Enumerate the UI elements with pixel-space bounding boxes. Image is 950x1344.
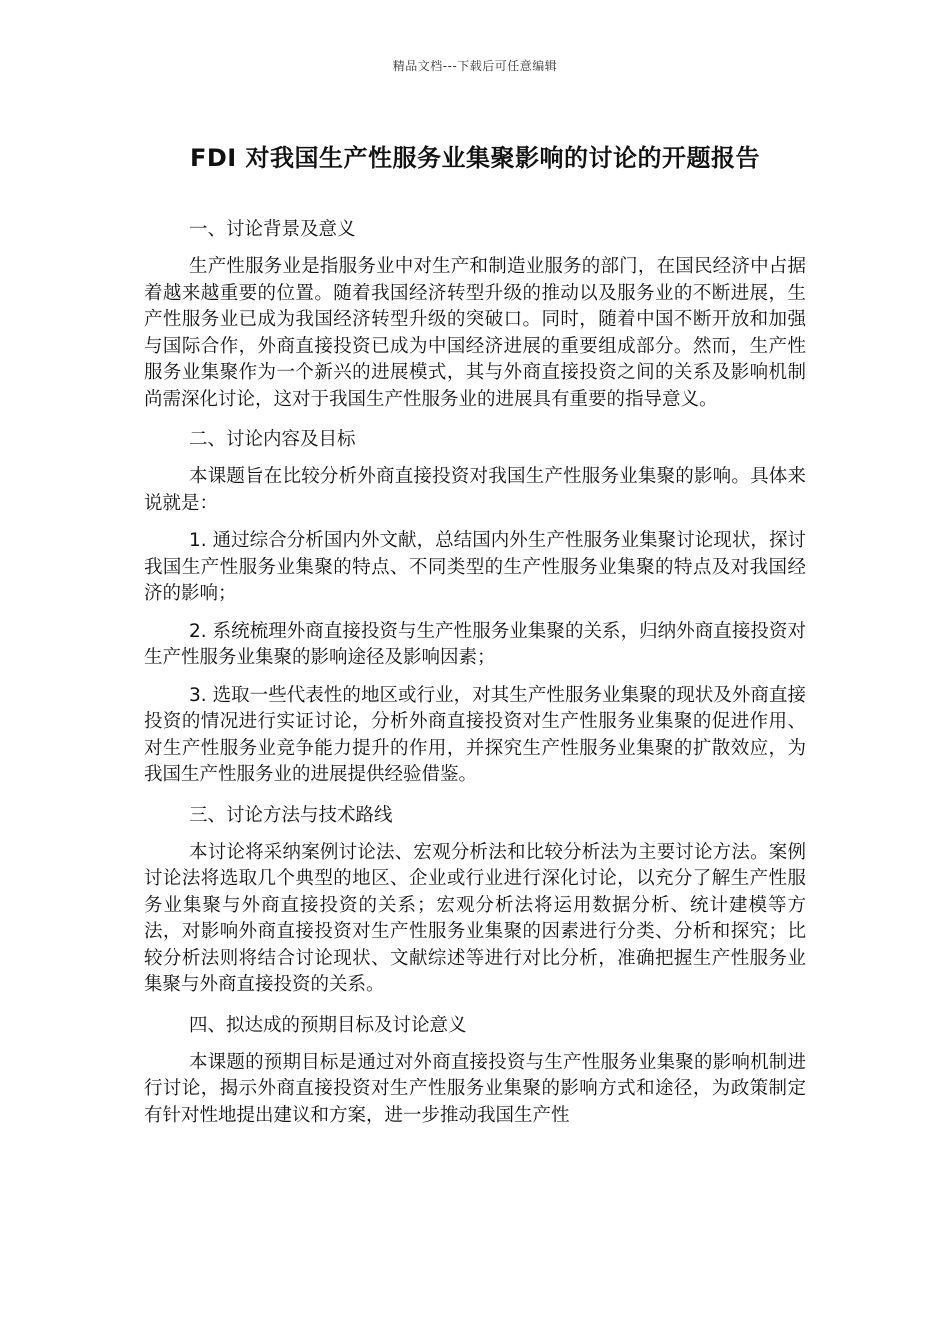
list-item-3: 3. 选取一些代表性的地区或行业，对其生产性服务业集聚的现状及外商直接投资的情况进行实证讨论，分析外商直接投资对生产性服务业集聚的促进作用、对生产性服务业竞争能力提升的作用，并探究生产性服务业集聚的扩散效应，为我国生产性服务业的进展提供经验借鉴。 — [144, 684, 806, 785]
document-title: FDI 对我国生产性服务业集聚影响的讨论的开题报告 — [189, 144, 761, 172]
paragraph-background: 生产性服务业是指服务业中对生产和制造业服务的部门，在国民经济中占据着越来越重要的位置。随着我国经济转型升级的推动以及服务业的不断进展，生产性服务业已成为我国经济转型升级的突破口。同时，随着中国不断开放和加强与国际合作，外商直接投资已成为中国经济进展的重要组成部分。然而，生产性服务业集聚作为一个新兴的进展模式，其与外商直接投资之间的关系及影响机制尚需深化讨论，这对于我国生产性服务业的进展具有重要的指导意义。 — [144, 256, 806, 410]
paragraph-methods: 本讨论将采纳案例讨论法、宏观分析法和比较分析法为主要讨论方法。案例讨论法将选取几个典型的地区、企业或行业进行深化讨论，以充分了解生产性服务业集聚与外商直接投资的关系；宏观分析法将运用数据分析、统计建模等方法，对影响外商直接投资对生产性服务业集聚的因素进行分类、分析和探究；比较分析法则将结合讨论现状、文献综述等进行对比分析，准确把握生产性服务业集聚与外商直接投资的关系。 — [144, 841, 806, 995]
paragraph-content-intro: 本课题旨在比较分析外商直接投资对我国生产性服务业集聚的影响。具体来说就是： — [144, 466, 806, 514]
document-body — [144, 214, 806, 1140]
page-header: 精品文档---下载后可任意编辑 — [392, 59, 558, 73]
section-heading-methods: 三、讨论方法与技术路线 — [189, 804, 393, 826]
paragraph-expected-goals: 本课题的预期目标是通过对外商直接投资与生产性服务业集聚的影响机制进行讨论，揭示外商直接投资对生产性服务业集聚的影响方式和途径，为政策制定有针对性地提出建议和方案，进一步推动我国生产性 — [144, 1051, 806, 1126]
list-item-2: 2. 系统梳理外商直接投资与生产性服务业集聚的关系，归纳外商直接投资对生产性服务业集聚的影响途径及影响因素； — [144, 620, 806, 668]
section-heading-background: 一、讨论背景及意义 — [189, 219, 356, 240]
section-heading-expected-goals: 四、拟达成的预期目标及讨论意义 — [189, 1014, 467, 1036]
section-heading-content-goals: 二、讨论内容及目标 — [189, 429, 356, 450]
list-item-1: 1. 通过综合分析国内外文献，总结国内外生产性服务业集聚讨论现状，探讨我国生产性服务业集聚的特点、不同类型的生产性服务业集聚的特点及对我国经济的影响； — [144, 530, 806, 604]
